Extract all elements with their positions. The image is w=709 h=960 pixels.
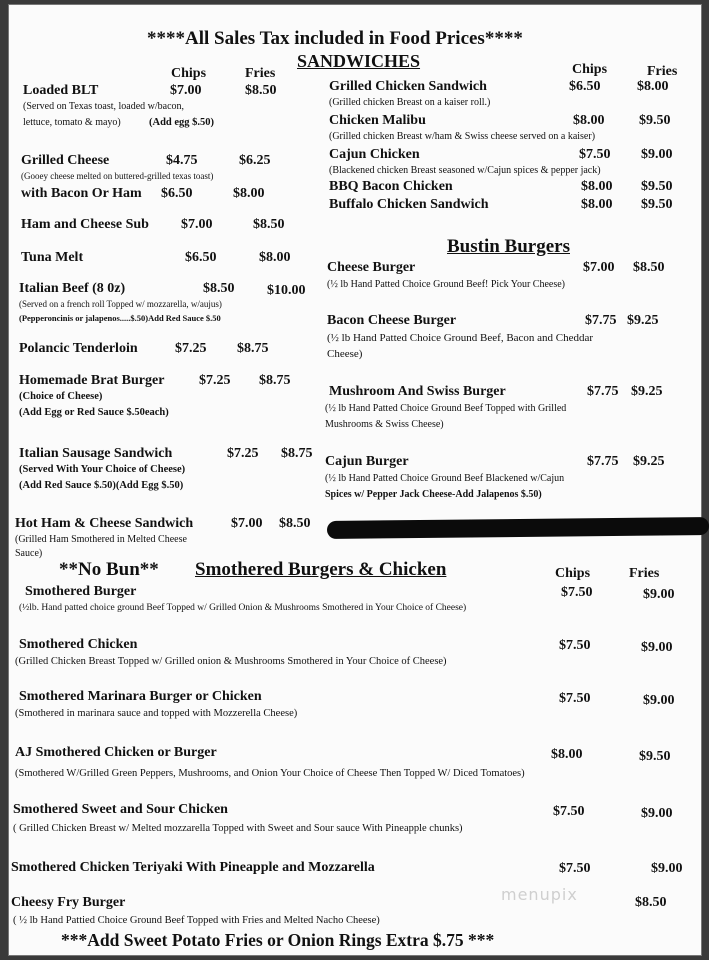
item-price: $8.50 [635,895,667,910]
item-fries-price: $9.00 [641,147,673,162]
item-fries-price: $8.50 [279,516,311,531]
item-fries-price: $8.00 [259,250,291,265]
item-chips-price: $7.00 [170,83,202,98]
item-fries-price: $9.25 [627,313,659,328]
item-fries-price: $8.00 [233,186,265,201]
item-name: Chicken Malibu [329,113,426,128]
item-chips-price: $8.00 [581,197,613,212]
item-chips-price: $4.75 [166,153,198,168]
item-name: BBQ Bacon Chicken [329,179,453,194]
item-fries-price: $9.00 [641,806,673,821]
item-name: Buffalo Chicken Sandwich [329,197,489,212]
item-desc: (Blackened chicken Breast seasoned w/Cajun spices & pepper jack) [329,165,601,176]
item-chips-price: $7.00 [181,217,213,232]
item-desc: (Served on Texas toast, loaded w/bacon, [23,101,185,112]
item-fries-price: $9.00 [651,861,683,876]
item-extra: (Add Egg or Red Sauce $.50each) [19,407,169,418]
left-col-chips: Chips [171,66,207,81]
item-fries-price: $8.75 [281,446,313,461]
item-desc: (Grilled Chicken Breast Topped w/ Grilled onion & Mushrooms Smothered in Your Choice of Cheese) [15,656,447,667]
item-chips-price: $7.00 [583,260,615,275]
item-chips-price: $6.50 [569,79,601,94]
item-desc: Cheese) [327,348,363,360]
smothered-col-chips: Chips [555,566,591,581]
item-name: Cajun Chicken [329,147,420,162]
item-chips-price: $6.50 [185,250,217,265]
left-col-fries: Fries [245,66,276,81]
item-desc: (Smothered in marinara sauce and topped with Mozzerella Cheese) [15,708,298,719]
item-chips-price: $6.50 [161,186,193,201]
item-chips-price: $7.00 [231,516,263,531]
item-chips-price: $7.50 [559,861,591,876]
item-name: Cheesy Fry Burger [11,895,126,910]
item-chips-price: $8.00 [581,179,613,194]
item-name: Grilled Chicken Sandwich [329,79,487,94]
smothered-col-fries: Fries [629,566,660,581]
sales-tax-header: ****All Sales Tax included in Food Prices**** [147,28,523,49]
item-chips-price: $7.25 [199,373,231,388]
item-fries-price: $6.25 [239,153,271,168]
item-name: Polancic Tenderloin [19,341,138,356]
item-desc: (Choice of Cheese) [19,391,103,402]
item-fries-price: $10.00 [267,283,306,298]
item-name: Grilled Cheese [21,153,110,168]
item-chips-price: $7.50 [553,804,585,819]
item-desc: (½ lb Hand Patted Choice Ground Beef! Pick Your Cheese) [327,279,566,290]
item-extra: (Add egg $.50) [149,117,215,128]
item-desc: (½ lb Hand Patted Choice Ground Beef Topped with Grilled [325,403,567,414]
item-fries-price: $9.00 [643,693,675,708]
item-name: Italian Beef (8 0z) [19,281,126,296]
item-chips-price: $8.50 [203,281,235,296]
item-desc: (Grilled Ham Smothered in Melted Cheese [15,534,187,545]
item-desc: (½ lb Hand Patted Choice Ground Beef Blackened w/Cajun [325,473,565,484]
item-name: Smothered Marinara Burger or Chicken [19,689,262,704]
burgers-heading: Bustin Burgers [447,236,570,257]
item-chips-price: $7.50 [561,585,593,600]
item-chips-price: $8.00 [551,747,583,762]
item-desc: Mushrooms & Swiss Cheese) [325,419,444,430]
item-desc: (Served on a french roll Topped w/ mozzarella, w/aujus) [19,299,222,309]
item-name: Smothered Chicken [19,637,138,652]
item-desc: (½ lb Hand Patted Choice Ground Beef, Bacon and Cheddar [327,332,594,344]
redaction-mark [327,517,709,539]
item-desc: (Smothered W/Grilled Green Peppers, Mushrooms, and Onion Your Choice of Cheese Then Topped W/ Diced Tomatoes) [15,768,525,779]
item-fries-price: $8.75 [237,341,269,356]
item-name: Cajun Burger [325,454,409,469]
item-desc: Sauce) [15,548,43,559]
item-name: Homemade Brat Burger [19,373,165,388]
item-chips-price: $7.25 [227,446,259,461]
item-chips-price: $7.50 [579,147,611,162]
item-chips-price: $7.25 [175,341,207,356]
item-name: AJ Smothered Chicken or Burger [15,745,217,760]
item-fries-price: $9.50 [639,749,671,764]
menu-sheet [8,4,702,956]
item-name: Cheese Burger [327,260,416,275]
item-desc: (Gooey cheese melted on buttered-grilled texas toast) [21,171,214,181]
item-name: Loaded BLT [23,83,99,98]
no-bun-label: **No Bun** [59,559,159,580]
item-name: Smothered Sweet and Sour Chicken [13,802,228,817]
item-desc: ( ½ lb Hand Pattied Choice Ground Beef Topped with Fries and Melted Nacho Cheese) [13,915,380,926]
item-name: Ham and Cheese Sub [21,217,149,232]
item-name: with Bacon Or Ham [21,186,142,201]
item-desc: (Served With Your Choice of Cheese) [19,464,186,475]
item-fries-price: $9.50 [641,179,673,194]
item-desc: lettuce, tomato & mayo) [23,117,121,128]
item-fries-price: $8.00 [637,79,669,94]
item-name: Smothered Chicken Teriyaki With Pineapple and Mozzarella [11,860,375,875]
item-chips-price: $7.75 [585,313,617,328]
item-desc: (½lb. Hand patted choice ground Beef Topped w/ Grilled Onion & Mushrooms Smothered in Your Choice of Cheese) [19,603,467,613]
menupix-watermark: menupix [501,885,578,904]
item-fries-price: $9.25 [633,454,665,469]
item-extra: (Add Red Sauce $.50)(Add Egg $.50) [19,480,184,491]
item-fries-price: $9.50 [641,197,673,212]
item-chips-price: $7.75 [587,384,619,399]
item-desc: (Grilled chicken Breast on a kaiser roll.) [329,97,491,108]
item-chips-price: $7.75 [587,454,619,469]
item-fries-price: $8.50 [245,83,277,98]
item-desc: (Grilled chicken Breast w/ham & Swiss cheese served on a kaiser) [329,131,596,142]
item-fries-price: $9.00 [641,640,673,655]
item-name: Tuna Melt [21,250,84,265]
item-extra: (Pepperoncinis or jalapenos.....$.50)Add Red Sauce $.50 [19,313,221,323]
right-col-fries: Fries [647,64,678,79]
item-fries-price: $9.00 [643,587,675,602]
item-name: Smothered Burger [25,584,137,599]
item-fries-price: $8.50 [633,260,665,275]
item-fries-price: $9.25 [631,384,663,399]
sandwiches-heading: SANDWICHES [297,51,421,71]
item-fries-price: $8.50 [253,217,285,232]
item-name: Hot Ham & Cheese Sandwich [15,516,194,531]
item-name: Mushroom And Swiss Burger [329,384,506,399]
right-col-chips: Chips [572,62,608,77]
smothered-heading: Smothered Burgers & Chicken [195,559,447,580]
item-fries-price: $8.75 [259,373,291,388]
item-chips-price: $7.50 [559,691,591,706]
item-name: Bacon Cheese Burger [327,313,457,328]
item-desc: ( Grilled Chicken Breast w/ Melted mozzarella Topped with Sweet and Sour sauce With Pineapple chunks) [13,823,463,834]
item-fries-price: $9.50 [639,113,671,128]
item-chips-price: $7.50 [559,638,591,653]
item-desc: Spices w/ Pepper Jack Cheese-Add Jalapenos $.50) [325,489,542,500]
item-chips-price: $8.00 [573,113,605,128]
item-name: Italian Sausage Sandwich [19,446,173,461]
sides-footer: ***Add Sweet Potato Fries or Onion Rings Extra $.75 *** [61,930,495,950]
